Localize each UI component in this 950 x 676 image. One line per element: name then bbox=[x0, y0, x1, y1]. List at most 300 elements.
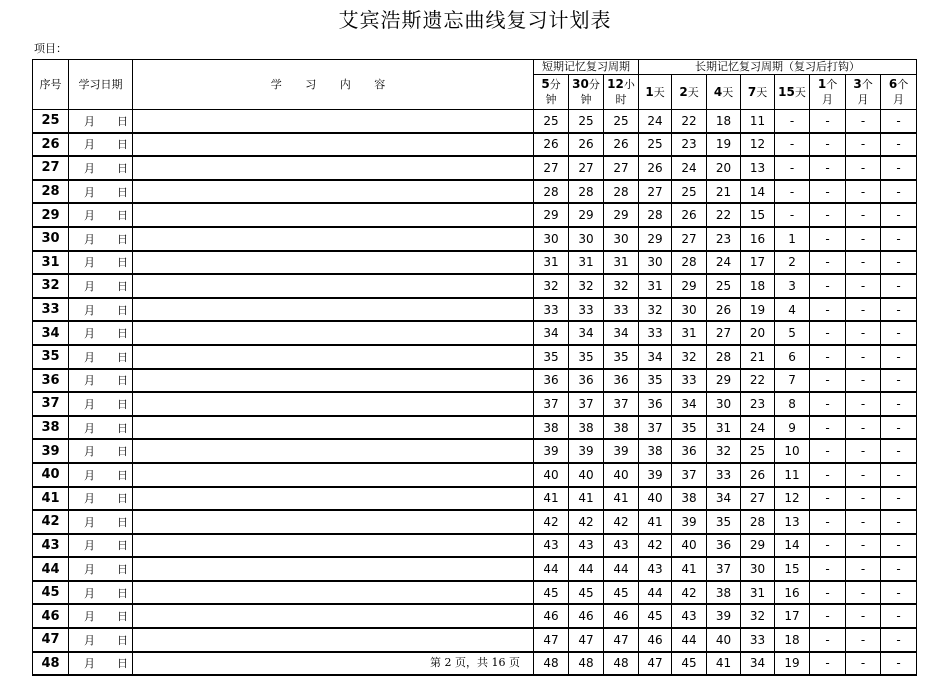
review-day-cell: 38 bbox=[707, 581, 741, 605]
row-content[interactable] bbox=[133, 133, 534, 157]
review-day-cell: 30 bbox=[707, 392, 741, 416]
review-day-cell: - bbox=[846, 251, 881, 275]
review-day-cell: 39 bbox=[707, 604, 741, 628]
table-row bbox=[33, 110, 917, 133]
review-day-cell: 5 bbox=[775, 321, 810, 345]
row-seq: 34 bbox=[33, 321, 69, 345]
review-day-cell: 27 bbox=[604, 156, 639, 180]
row-date[interactable]: 月 日 bbox=[69, 463, 133, 487]
row-date[interactable]: 月 日 bbox=[69, 652, 133, 676]
review-day-cell: 48 bbox=[569, 652, 604, 676]
page-footer: 第 2 页，共 16 页 bbox=[430, 656, 520, 669]
review-day-cell: - bbox=[810, 581, 846, 605]
row-content[interactable] bbox=[133, 463, 534, 487]
row-date[interactable]: 月 日 bbox=[69, 487, 133, 511]
review-day-cell: - bbox=[846, 110, 881, 133]
review-day-cell: 38 bbox=[672, 487, 707, 511]
row-content[interactable] bbox=[133, 369, 534, 393]
period-unit-2: 月 bbox=[857, 93, 869, 106]
review-day-cell: 43 bbox=[534, 534, 569, 558]
review-day-cell: 14 bbox=[775, 534, 810, 558]
table-row bbox=[33, 487, 917, 511]
review-day-cell: 33 bbox=[604, 298, 639, 322]
row-content[interactable] bbox=[133, 510, 534, 534]
review-day-cell: 22 bbox=[707, 203, 741, 227]
row-seq: 46 bbox=[33, 604, 69, 628]
review-day-cell: 30 bbox=[569, 227, 604, 251]
review-day-cell: - bbox=[846, 487, 881, 511]
review-day-cell: 40 bbox=[672, 534, 707, 558]
review-day-cell: 33 bbox=[707, 463, 741, 487]
long-period-header bbox=[741, 75, 775, 110]
row-content[interactable] bbox=[133, 628, 534, 652]
review-day-cell: 30 bbox=[672, 298, 707, 322]
review-day-cell: - bbox=[810, 345, 846, 369]
row-content[interactable] bbox=[133, 345, 534, 369]
row-content[interactable] bbox=[133, 180, 534, 204]
table-row bbox=[33, 604, 917, 628]
row-date[interactable]: 月 日 bbox=[69, 180, 133, 204]
review-day-cell: 26 bbox=[707, 298, 741, 322]
row-date[interactable]: 月 日 bbox=[69, 274, 133, 298]
period-unit: 个 bbox=[897, 78, 909, 91]
review-day-cell: 6 bbox=[775, 345, 810, 369]
row-date[interactable]: 月 日 bbox=[69, 534, 133, 558]
review-day-cell: - bbox=[775, 110, 810, 133]
row-date[interactable]: 月 日 bbox=[69, 557, 133, 581]
review-day-cell: - bbox=[881, 581, 917, 605]
review-day-cell: 19 bbox=[741, 298, 775, 322]
review-day-cell: 40 bbox=[604, 463, 639, 487]
review-day-cell: 27 bbox=[672, 227, 707, 251]
review-day-cell: 17 bbox=[775, 604, 810, 628]
review-day-cell: 36 bbox=[534, 369, 569, 393]
review-day-cell: 44 bbox=[672, 628, 707, 652]
row-content[interactable] bbox=[133, 110, 534, 133]
table-row bbox=[33, 463, 917, 487]
review-day-cell: 13 bbox=[741, 156, 775, 180]
review-day-cell: 29 bbox=[707, 369, 741, 393]
review-day-cell: 25 bbox=[707, 274, 741, 298]
review-day-cell: 27 bbox=[707, 321, 741, 345]
review-day-cell: - bbox=[846, 345, 881, 369]
review-day-cell: 48 bbox=[534, 652, 569, 676]
review-day-cell: - bbox=[846, 628, 881, 652]
review-day-cell: 25 bbox=[741, 439, 775, 463]
review-day-cell: 41 bbox=[639, 510, 672, 534]
date-header: 学习日期 bbox=[69, 60, 133, 110]
row-date[interactable]: 月 日 bbox=[69, 321, 133, 345]
period-unit-2: 时 bbox=[615, 93, 627, 106]
review-day-cell: 29 bbox=[672, 274, 707, 298]
review-day-cell: - bbox=[881, 274, 917, 298]
review-day-cell: - bbox=[846, 581, 881, 605]
review-day-cell: 20 bbox=[741, 321, 775, 345]
review-day-cell: 16 bbox=[741, 227, 775, 251]
review-day-cell: 45 bbox=[639, 604, 672, 628]
row-seq: 26 bbox=[33, 133, 69, 157]
review-day-cell: 29 bbox=[604, 203, 639, 227]
long-period-header bbox=[672, 75, 707, 110]
review-day-cell: 28 bbox=[639, 203, 672, 227]
row-content[interactable] bbox=[133, 203, 534, 227]
review-day-cell: 25 bbox=[534, 110, 569, 133]
row-content[interactable] bbox=[133, 274, 534, 298]
row-content[interactable] bbox=[133, 557, 534, 581]
review-day-cell: 20 bbox=[707, 156, 741, 180]
review-day-cell: 27 bbox=[741, 487, 775, 511]
period-unit: 个 bbox=[826, 78, 838, 91]
row-date[interactable]: 月 日 bbox=[69, 416, 133, 440]
row-seq: 47 bbox=[33, 628, 69, 652]
review-day-cell: - bbox=[846, 227, 881, 251]
review-day-cell: 25 bbox=[604, 110, 639, 133]
review-day-cell: 34 bbox=[741, 652, 775, 676]
review-day-cell: - bbox=[846, 652, 881, 676]
review-day-cell: 42 bbox=[672, 581, 707, 605]
review-day-cell: 34 bbox=[569, 321, 604, 345]
row-seq: 35 bbox=[33, 345, 69, 369]
row-content[interactable] bbox=[133, 321, 534, 345]
review-day-cell: 33 bbox=[672, 369, 707, 393]
review-day-cell: 33 bbox=[569, 298, 604, 322]
review-day-cell: 47 bbox=[534, 628, 569, 652]
review-day-cell: 28 bbox=[534, 180, 569, 204]
row-seq: 25 bbox=[33, 110, 69, 133]
row-content[interactable] bbox=[133, 534, 534, 558]
review-day-cell: 30 bbox=[604, 227, 639, 251]
review-day-cell: 25 bbox=[672, 180, 707, 204]
review-day-cell: 34 bbox=[707, 487, 741, 511]
review-day-cell: 23 bbox=[707, 227, 741, 251]
review-day-cell: 43 bbox=[604, 534, 639, 558]
review-day-cell: 34 bbox=[604, 321, 639, 345]
review-day-cell: 42 bbox=[639, 534, 672, 558]
review-day-cell: 40 bbox=[707, 628, 741, 652]
review-day-cell: 35 bbox=[569, 345, 604, 369]
long-period-header bbox=[775, 75, 810, 110]
table-row bbox=[33, 416, 917, 440]
table-row bbox=[33, 510, 917, 534]
row-date[interactable]: 月 日 bbox=[69, 298, 133, 322]
table-row bbox=[33, 557, 917, 581]
review-day-cell: - bbox=[881, 439, 917, 463]
review-day-cell: 21 bbox=[707, 180, 741, 204]
row-seq: 29 bbox=[33, 203, 69, 227]
row-date[interactable]: 月 日 bbox=[69, 439, 133, 463]
review-day-cell: 18 bbox=[707, 110, 741, 133]
short-period-header bbox=[604, 75, 639, 110]
review-day-cell: 31 bbox=[534, 251, 569, 275]
review-day-cell: 44 bbox=[569, 557, 604, 581]
review-day-cell: 37 bbox=[569, 392, 604, 416]
review-day-cell: - bbox=[881, 628, 917, 652]
review-day-cell: - bbox=[881, 298, 917, 322]
review-day-cell: - bbox=[846, 416, 881, 440]
review-day-cell: - bbox=[846, 392, 881, 416]
short-term-header: 短期记忆复习周期 bbox=[534, 60, 639, 75]
table-row bbox=[33, 392, 917, 416]
review-day-cell: - bbox=[881, 369, 917, 393]
review-day-cell: 31 bbox=[569, 251, 604, 275]
row-seq: 42 bbox=[33, 510, 69, 534]
short-period-header bbox=[569, 75, 604, 110]
review-day-cell: 26 bbox=[534, 133, 569, 157]
review-day-cell: 35 bbox=[672, 416, 707, 440]
review-day-cell: - bbox=[881, 156, 917, 180]
row-content[interactable] bbox=[133, 581, 534, 605]
review-day-cell: 17 bbox=[741, 251, 775, 275]
review-day-cell: 40 bbox=[639, 487, 672, 511]
row-content[interactable] bbox=[133, 439, 534, 463]
review-day-cell: 35 bbox=[604, 345, 639, 369]
review-day-cell: 34 bbox=[534, 321, 569, 345]
row-date[interactable]: 月 日 bbox=[69, 369, 133, 393]
row-seq: 27 bbox=[33, 156, 69, 180]
review-day-cell: 28 bbox=[707, 345, 741, 369]
review-day-cell: - bbox=[846, 298, 881, 322]
row-date[interactable]: 月 日 bbox=[69, 581, 133, 605]
period-unit: 天 bbox=[722, 85, 734, 99]
review-day-cell: 37 bbox=[639, 416, 672, 440]
review-day-cell: 36 bbox=[672, 439, 707, 463]
table-row bbox=[33, 369, 917, 393]
review-day-cell: 35 bbox=[534, 345, 569, 369]
project-label: 项目： bbox=[34, 42, 67, 55]
review-day-cell: 30 bbox=[534, 227, 569, 251]
row-seq: 43 bbox=[33, 534, 69, 558]
review-day-cell: 29 bbox=[639, 227, 672, 251]
review-day-cell: 22 bbox=[741, 369, 775, 393]
row-content[interactable] bbox=[133, 298, 534, 322]
row-date[interactable]: 月 日 bbox=[69, 203, 133, 227]
period-number: 6 bbox=[888, 77, 898, 91]
row-date[interactable]: 月 日 bbox=[69, 628, 133, 652]
review-day-cell: - bbox=[846, 180, 881, 204]
table-row bbox=[33, 321, 917, 345]
review-day-cell: 24 bbox=[741, 416, 775, 440]
period-number: 12 bbox=[607, 77, 624, 91]
row-seq: 37 bbox=[33, 392, 69, 416]
review-day-cell: 41 bbox=[604, 487, 639, 511]
table-row bbox=[33, 180, 917, 204]
period-number: 2 bbox=[679, 84, 688, 99]
long-term-header: 长期记忆复习周期（复习后打钩） bbox=[639, 60, 917, 75]
review-day-cell: - bbox=[810, 180, 846, 204]
review-day-cell: 44 bbox=[534, 557, 569, 581]
review-day-cell: 22 bbox=[672, 110, 707, 133]
review-day-cell: 31 bbox=[604, 251, 639, 275]
row-date[interactable]: 月 日 bbox=[69, 510, 133, 534]
table-row bbox=[33, 227, 917, 251]
review-day-cell: 26 bbox=[672, 203, 707, 227]
review-day-cell: 39 bbox=[604, 439, 639, 463]
review-day-cell: 21 bbox=[741, 345, 775, 369]
period-number: 30 bbox=[572, 77, 589, 91]
review-day-cell: - bbox=[881, 251, 917, 275]
row-content[interactable] bbox=[133, 392, 534, 416]
row-date[interactable]: 月 日 bbox=[69, 392, 133, 416]
row-date[interactable]: 月 日 bbox=[69, 604, 133, 628]
period-number: 1 bbox=[817, 77, 827, 91]
review-day-cell: 32 bbox=[672, 345, 707, 369]
review-day-cell: - bbox=[810, 133, 846, 157]
review-day-cell: 32 bbox=[707, 439, 741, 463]
period-unit: 分 bbox=[549, 78, 561, 91]
row-content[interactable] bbox=[133, 604, 534, 628]
review-day-cell: - bbox=[846, 510, 881, 534]
long-period-header bbox=[707, 75, 741, 110]
review-day-cell: 32 bbox=[569, 274, 604, 298]
review-day-cell: 45 bbox=[569, 581, 604, 605]
review-day-cell: 18 bbox=[741, 274, 775, 298]
table-row bbox=[33, 203, 917, 227]
review-day-cell: 39 bbox=[639, 463, 672, 487]
table-row bbox=[33, 628, 917, 652]
review-day-cell: 37 bbox=[534, 392, 569, 416]
row-date[interactable]: 月 日 bbox=[69, 345, 133, 369]
review-day-cell: 40 bbox=[569, 463, 604, 487]
row-date[interactable]: 月 日 bbox=[69, 133, 133, 157]
table-row bbox=[33, 581, 917, 605]
review-day-cell: - bbox=[810, 652, 846, 676]
review-day-cell: 32 bbox=[741, 604, 775, 628]
review-day-cell: - bbox=[881, 180, 917, 204]
review-day-cell: - bbox=[881, 510, 917, 534]
period-unit: 天 bbox=[794, 85, 806, 99]
review-day-cell: 2 bbox=[775, 251, 810, 275]
review-day-cell: 26 bbox=[604, 133, 639, 157]
table-row bbox=[33, 251, 917, 275]
row-date[interactable]: 月 日 bbox=[69, 110, 133, 133]
row-seq: 44 bbox=[33, 557, 69, 581]
short-period-header bbox=[534, 75, 569, 110]
table-row bbox=[33, 133, 917, 157]
review-day-cell: 18 bbox=[775, 628, 810, 652]
review-day-cell: 24 bbox=[707, 251, 741, 275]
review-day-cell: - bbox=[775, 133, 810, 157]
review-day-cell: 46 bbox=[569, 604, 604, 628]
review-day-cell: - bbox=[881, 392, 917, 416]
table-row bbox=[33, 298, 917, 322]
review-day-cell: 10 bbox=[775, 439, 810, 463]
review-day-cell: - bbox=[810, 110, 846, 133]
review-day-cell: 7 bbox=[775, 369, 810, 393]
row-seq: 33 bbox=[33, 298, 69, 322]
review-day-cell: 42 bbox=[604, 510, 639, 534]
row-seq: 41 bbox=[33, 487, 69, 511]
table-row bbox=[33, 274, 917, 298]
period-unit: 天 bbox=[653, 85, 665, 99]
review-day-cell: 43 bbox=[672, 604, 707, 628]
review-day-cell: 42 bbox=[534, 510, 569, 534]
review-day-cell: 28 bbox=[672, 251, 707, 275]
review-day-cell: - bbox=[775, 203, 810, 227]
row-seq: 48 bbox=[33, 652, 69, 676]
review-day-cell: - bbox=[881, 534, 917, 558]
row-content[interactable] bbox=[133, 251, 534, 275]
review-day-cell: 33 bbox=[639, 321, 672, 345]
review-day-cell: - bbox=[810, 487, 846, 511]
review-day-cell: - bbox=[810, 604, 846, 628]
review-day-cell: 38 bbox=[534, 416, 569, 440]
review-day-cell: 32 bbox=[639, 298, 672, 322]
review-day-cell: 26 bbox=[569, 133, 604, 157]
review-day-cell: 24 bbox=[639, 110, 672, 133]
review-day-cell: 45 bbox=[672, 652, 707, 676]
review-day-cell: - bbox=[810, 369, 846, 393]
review-day-cell: 46 bbox=[604, 604, 639, 628]
row-content[interactable] bbox=[133, 487, 534, 511]
row-seq: 28 bbox=[33, 180, 69, 204]
period-unit: 天 bbox=[687, 85, 699, 99]
review-day-cell: 45 bbox=[534, 581, 569, 605]
review-day-cell: 32 bbox=[534, 274, 569, 298]
row-content[interactable] bbox=[133, 156, 534, 180]
review-day-cell: - bbox=[810, 463, 846, 487]
review-day-cell: 28 bbox=[569, 180, 604, 204]
long-period-header bbox=[810, 75, 846, 110]
review-day-cell: 11 bbox=[775, 463, 810, 487]
review-day-cell: 14 bbox=[741, 180, 775, 204]
row-seq: 38 bbox=[33, 416, 69, 440]
review-day-cell: - bbox=[810, 628, 846, 652]
review-day-cell: 15 bbox=[741, 203, 775, 227]
review-day-cell: 29 bbox=[569, 203, 604, 227]
row-date[interactable]: 月 日 bbox=[69, 227, 133, 251]
review-day-cell: 35 bbox=[707, 510, 741, 534]
review-day-cell: 41 bbox=[707, 652, 741, 676]
review-day-cell: 31 bbox=[707, 416, 741, 440]
review-day-cell: 28 bbox=[741, 510, 775, 534]
review-day-cell: 39 bbox=[569, 439, 604, 463]
review-day-cell: 29 bbox=[741, 534, 775, 558]
review-day-cell: 36 bbox=[569, 369, 604, 393]
review-day-cell: 27 bbox=[534, 156, 569, 180]
period-number: 1 bbox=[645, 84, 654, 99]
review-day-cell: 1 bbox=[775, 227, 810, 251]
period-unit: 个 bbox=[861, 78, 873, 91]
row-date[interactable]: 月 日 bbox=[69, 156, 133, 180]
review-day-cell: 3 bbox=[775, 274, 810, 298]
table-row bbox=[33, 156, 917, 180]
review-day-cell: 26 bbox=[741, 463, 775, 487]
review-day-cell: - bbox=[846, 203, 881, 227]
review-day-cell: - bbox=[810, 274, 846, 298]
review-day-cell: - bbox=[881, 487, 917, 511]
period-unit: 分 bbox=[588, 78, 600, 91]
review-day-cell: 25 bbox=[639, 133, 672, 157]
review-day-cell: 41 bbox=[534, 487, 569, 511]
review-day-cell: 4 bbox=[775, 298, 810, 322]
review-day-cell: 12 bbox=[741, 133, 775, 157]
review-day-cell: - bbox=[846, 369, 881, 393]
review-day-cell: 46 bbox=[639, 628, 672, 652]
row-content[interactable] bbox=[133, 416, 534, 440]
review-day-cell: 39 bbox=[534, 439, 569, 463]
period-number: 15 bbox=[778, 84, 795, 99]
row-date[interactable]: 月 日 bbox=[69, 251, 133, 275]
review-day-cell: 48 bbox=[604, 652, 639, 676]
review-day-cell: 32 bbox=[604, 274, 639, 298]
period-unit: 天 bbox=[756, 85, 768, 99]
row-seq: 40 bbox=[33, 463, 69, 487]
review-day-cell: 47 bbox=[569, 628, 604, 652]
row-seq: 39 bbox=[33, 439, 69, 463]
review-day-cell: 25 bbox=[569, 110, 604, 133]
seq-header: 序号 bbox=[33, 60, 69, 110]
row-content[interactable] bbox=[133, 227, 534, 251]
